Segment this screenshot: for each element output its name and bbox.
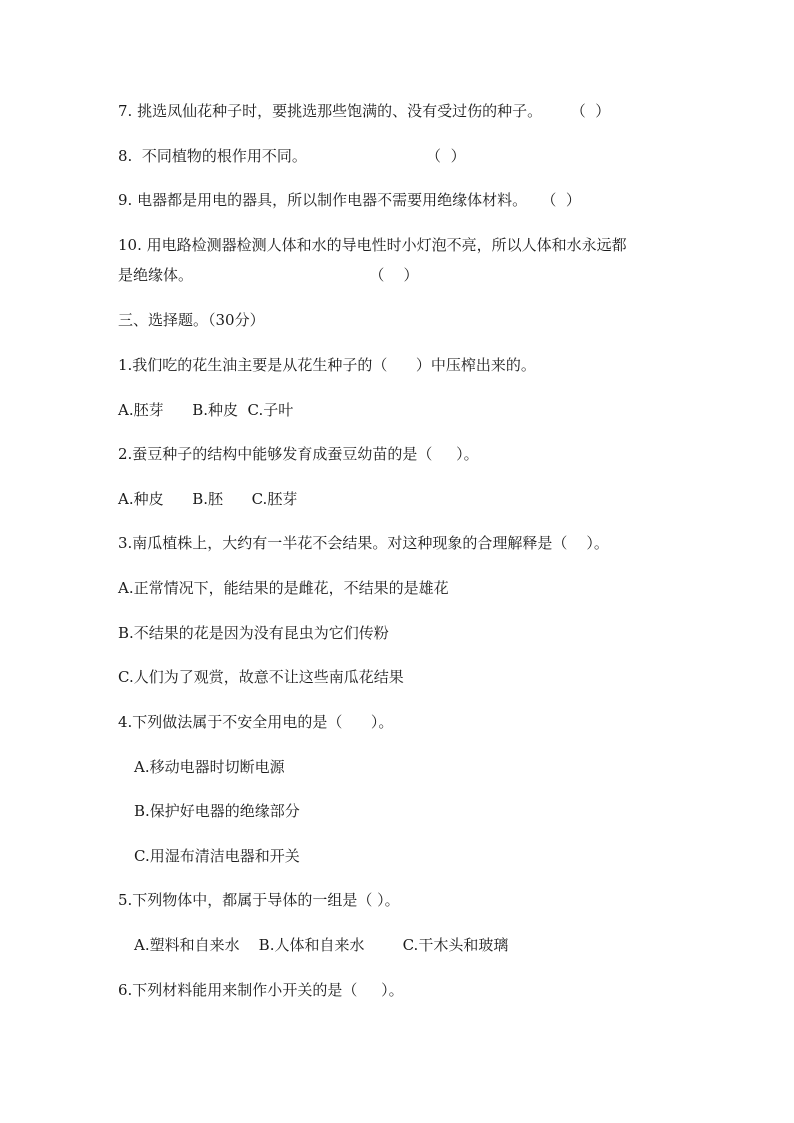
choice-3-option-b: B.不结果的花是因为没有昆虫为它们传粉 — [118, 624, 389, 642]
choice-4-option-c: C.用湿布清洁电器和开关 — [134, 847, 300, 865]
choice-6-stem: 6.下列材料能用来制作小开关的是（ ）。 — [118, 981, 404, 999]
choice-3-stem: 3.南瓜植株上，大约有一半花不会结果。对这种现象的合理解释是（ ）。 — [118, 534, 609, 552]
choice-4-stem: 4.下列做法属于不安全用电的是（ ）。 — [118, 713, 394, 731]
choice-2-options: A.种皮 B.胚 C.胚芽 — [118, 490, 298, 508]
choice-1-stem: 1.我们吃的花生油主要是从花生种子的（ ）中压榨出来的。 — [118, 356, 536, 374]
choice-4-option-b: B.保护好电器的绝缘部分 — [134, 802, 300, 820]
question-8: 8. 不同植物的根作用不同。 （ ） — [118, 147, 466, 165]
question-7: 7. 挑选凤仙花种子时，要挑选那些饱满的、没有受过伤的种子。 （ ） — [118, 102, 611, 120]
question-9: 9. 电器都是用电的器具，所以制作电器不需要用绝缘体材料。 （ ） — [118, 191, 581, 209]
choice-2-stem: 2.蚕豆种子的结构中能够发育成蚕豆幼苗的是（ ）。 — [118, 445, 479, 463]
choice-4-option-a: A.移动电器时切断电源 — [134, 758, 285, 776]
choice-1-options: A.胚芽 B.种皮 C.子叶 — [118, 401, 294, 419]
choice-3-option-c: C.人们为了观赏，故意不让这些南瓜花结果 — [118, 668, 404, 686]
question-10-line-2: 是绝缘体。 （ ） — [118, 266, 419, 284]
choice-5-stem: 5.下列物体中，都属于导体的一组是（ ）。 — [118, 891, 400, 909]
section-heading: 三、选择题。（30分） — [118, 311, 265, 329]
choice-5-options: A.塑料和自来水 B.人体和自来水 C.干木头和玻璃 — [134, 936, 509, 954]
question-10-line-1: 10. 用电路检测器检测人体和水的导电性时小灯泡不亮，所以人体和水永远都 — [118, 236, 627, 254]
choice-3-option-a: A.正常情况下，能结果的是雌花，不结果的是雄花 — [118, 579, 449, 597]
